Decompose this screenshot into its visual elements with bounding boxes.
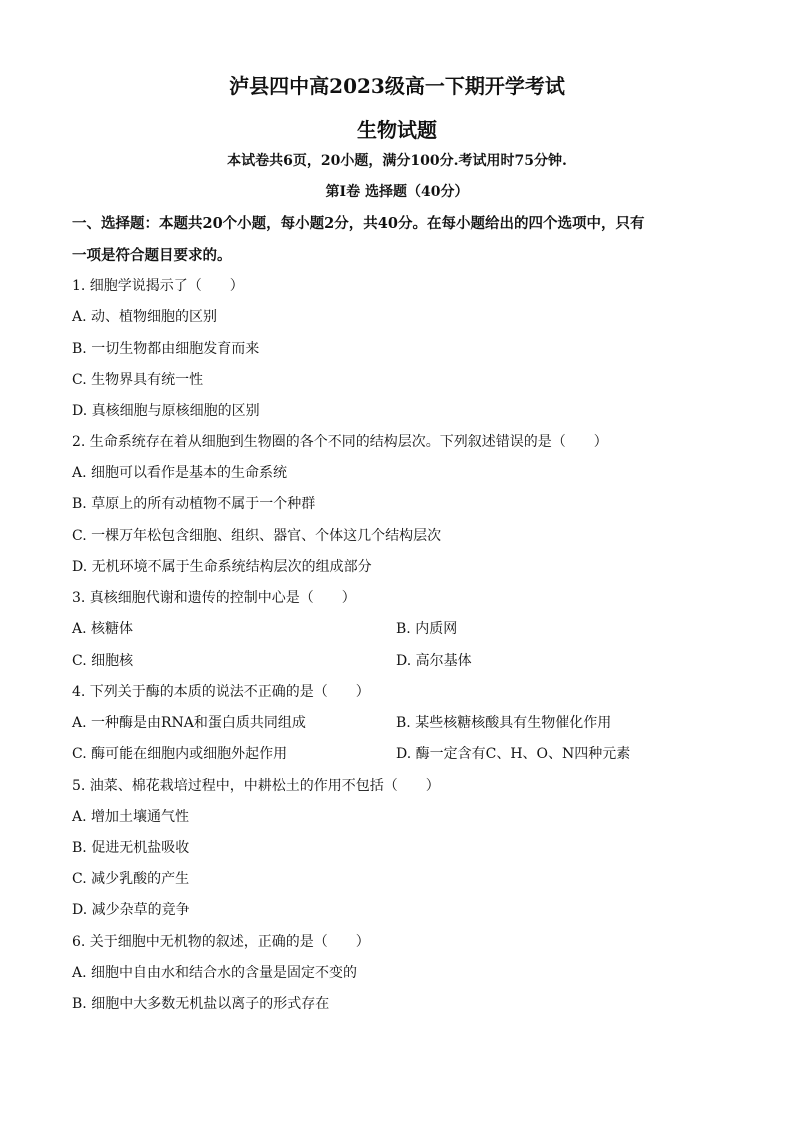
option-d: D. 无机环境不属于生命系统结构层次的组成部分 (72, 559, 372, 575)
option-a: A. 一种酶是由RNA和蛋白质共同组成 (72, 715, 306, 731)
option-c: C. 酶可能在细胞内或细胞外起作用 (72, 746, 288, 762)
question-stem: 5. 油菜、棉花栽培过程中，中耕松土的作用不包括（ ） (72, 778, 440, 794)
option-d: D. 减少杂草的竞争 (72, 902, 190, 918)
option-d: D. 高尔基体 (396, 653, 472, 669)
option-d: D. 酶一定含有C、H、O、N四种元素 (396, 746, 631, 762)
option-a: A. 细胞可以看作是基本的生命系统 (72, 465, 288, 481)
option-c: C. 一棵万年松包含细胞、组织、器官、个体这几个结构层次 (72, 528, 442, 544)
exam-title: 泸县四中高2023级高一下期开学考试 (229, 74, 565, 98)
option-b: B. 细胞中大多数无机盐以离子的形式存在 (72, 996, 330, 1012)
option-b: B. 草原上的所有动植物不属于一个种群 (72, 496, 316, 512)
exam-info: 本试卷共6页，20小题，满分100分.考试用时75分钟. (227, 153, 567, 169)
section-instruction-line1: 一、选择题：本题共20个小题，每小题2分，共40分。在每小题给出的四个选项中，只有 (72, 215, 645, 232)
subject-title: 生物试题 (357, 118, 437, 142)
question-stem: 6. 关于细胞中无机物的叙述，正确的是（ ） (72, 934, 370, 950)
option-a: A. 动、植物细胞的区别 (72, 309, 218, 325)
question-stem: 1. 细胞学说揭示了（ ） (72, 278, 244, 294)
option-a: A. 增加土壤通气性 (72, 809, 190, 825)
option-d: D. 真核细胞与原核细胞的区别 (72, 403, 260, 419)
part-heading: 第I卷 选择题（40分） (325, 184, 469, 200)
question-stem: 4. 下列关于酶的本质的说法不正确的是（ ） (72, 684, 370, 700)
question-stem: 3. 真核细胞代谢和遗传的控制中心是（ ） (72, 590, 356, 606)
option-c: C. 细胞核 (72, 653, 134, 669)
option-b: B. 促进无机盐吸收 (72, 840, 190, 856)
option-a: A. 细胞中自由水和结合水的含量是固定不变的 (72, 965, 358, 981)
option-c: C. 生物界具有统一性 (72, 372, 204, 388)
option-b: B. 一切生物都由细胞发育而来 (72, 341, 260, 357)
option-b: B. 某些核糖核酸具有生物催化作用 (396, 715, 612, 731)
option-a: A. 核糖体 (72, 621, 134, 637)
option-c: C. 减少乳酸的产生 (72, 871, 190, 887)
question-stem: 2. 生命系统存在着从细胞到生物圈的各个不同的结构层次。下列叙述错误的是（ ） (72, 434, 608, 450)
option-b: B. 内质网 (396, 621, 458, 637)
section-instruction-line2: 一项是符合题目要求的。 (72, 247, 232, 264)
